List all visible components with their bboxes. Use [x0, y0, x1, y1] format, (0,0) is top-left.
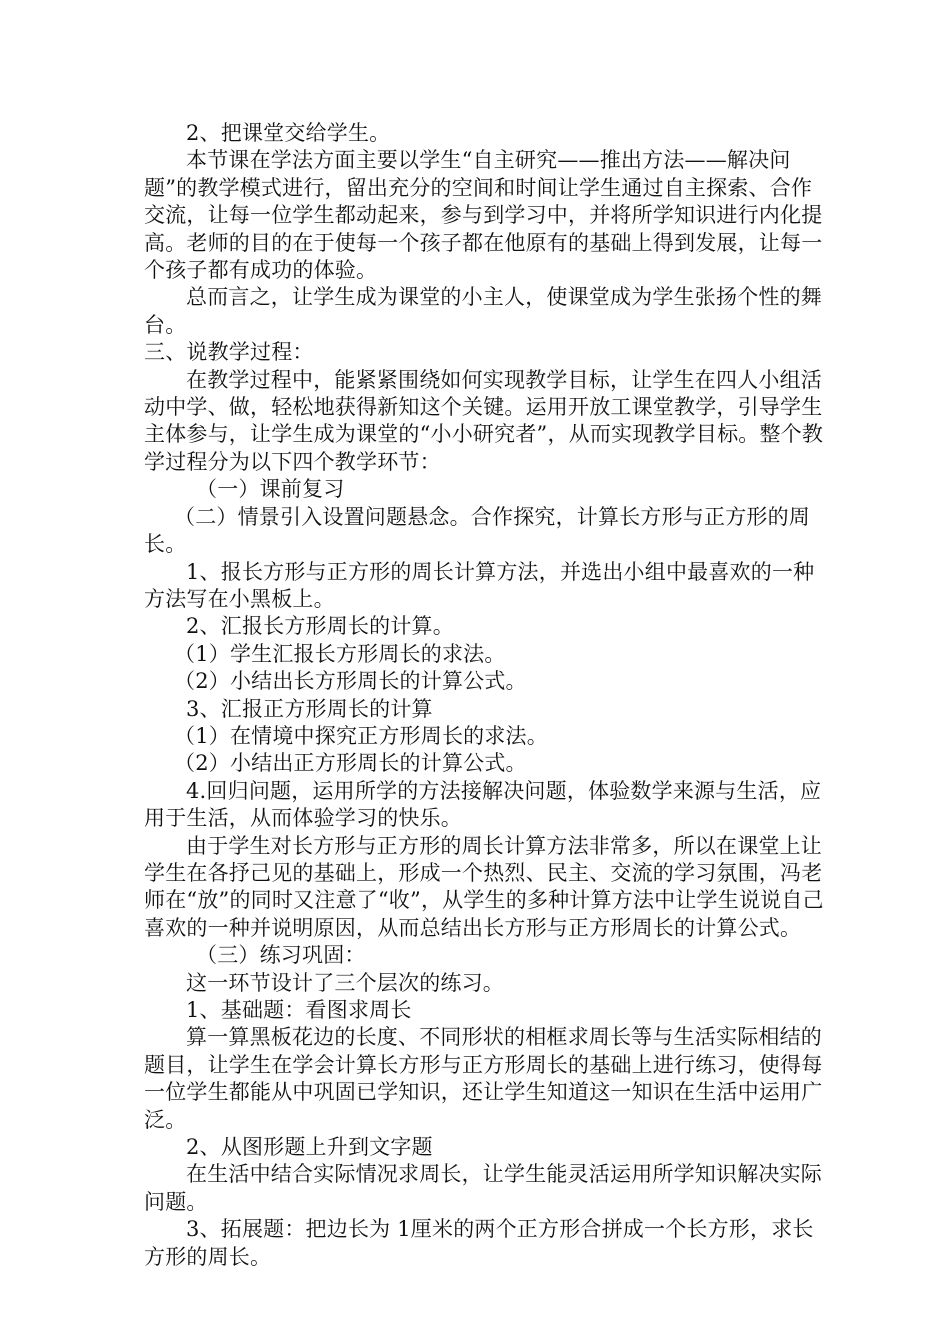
list-item: 4.回归问题，运用所学的方法接解决问题，体验数学来源与生活，应用于生活，从而体验学习的快乐。	[144, 778, 822, 831]
list-item: 3、汇报正方形周长的计算	[186, 696, 433, 721]
paragraph: 总而言之，让学生成为课堂的小主人，使课堂成为学生张扬个性的舞台。	[144, 285, 822, 337]
paragraph: 在生活中结合实际情况求周长，让学生能灵活运用所学知识解决实际问题。	[144, 1162, 822, 1214]
list-item: 2、汇报长方形周长的计算。	[186, 614, 454, 639]
list-item: 1、报长方形与正方形的周长计算方法，并选出小组中最喜欢的一种方法写在小黑板上。	[144, 559, 815, 611]
paragraph: 在教学过程中，能紧紧围绕如何实现教学目标，让学生在四人小组活动中学、做，轻松地获得新知这个关键。运用开放工课堂教学，引导学生主体参与，让学生成为课堂的“小小研究者”，从而实现教学目标。整个教学过程分为以下四个教学环节：	[144, 367, 824, 474]
sub-list-item: （2）小结出长方形周长的计算公式。	[174, 669, 527, 694]
list-item: 3、拓展题：把边长为 1厘米的两个正方形合拼成一个长方形，求长方形的周长。	[144, 1217, 814, 1269]
section-heading: 三、说教学过程：	[144, 340, 314, 365]
sub-list-item: （2）小结出正方形周长的计算公式。	[174, 751, 527, 776]
subsection-heading: （二）情景引入设置问题悬念。合作探究，计算长方形与正方形的周长。	[144, 504, 810, 557]
subsection-heading: （一）课前复习	[196, 477, 345, 502]
list-item: 2、从图形题上升到文字题	[186, 1135, 433, 1160]
paragraph: 本节课在学法方面主要以学生“自主研究——推出方法——解决问题”的教学模式进行，留出充分的空间和时间让学生通过自主探索、合作交流，让每一位学生都动起来，参与到学习中，并将所学知识进行内化提高。老师的目的在于使每一个孩子都在他原有的基础上得到发展，让每一个孩子都有成功的体验。	[144, 148, 823, 283]
sub-list-item: （1）在情境中探究正方形周长的求法。	[174, 723, 548, 748]
list-item: 1、基础题：看图求周长	[186, 998, 412, 1022]
paragraph: 2、把课堂交给学生。	[186, 121, 391, 145]
paragraph: 算一算黑板花边的长度、不同形状的相框求周长等与生活实际相结的题目，让学生在学会计算长方形与正方形周长的基础上进行练习，使得每一位学生都能从中巩固已学知识，还让学生知道这一知识在生活中运用广泛。	[144, 1025, 823, 1132]
paragraph: 这一环节设计了三个层次的练习。	[186, 970, 504, 995]
paragraph: 由于学生对长方形与正方形的周长计算方法非常多，所以在课堂上让学生在各抒己见的基础上，形成一个热烈、民主、交流的学习氛围，冯老师在“放”的同时又注意了“收”，从学生的多种计算方法中让学生说说自己喜欢的一种并说明原因，从而总结出长方形与正方形周长的计算公式。	[144, 833, 824, 940]
sub-list-item: （1）学生汇报长方形周长的求法。	[174, 641, 506, 666]
subsection-heading: （三）练习巩固：	[196, 943, 366, 968]
document-body	[144, 120, 824, 1271]
